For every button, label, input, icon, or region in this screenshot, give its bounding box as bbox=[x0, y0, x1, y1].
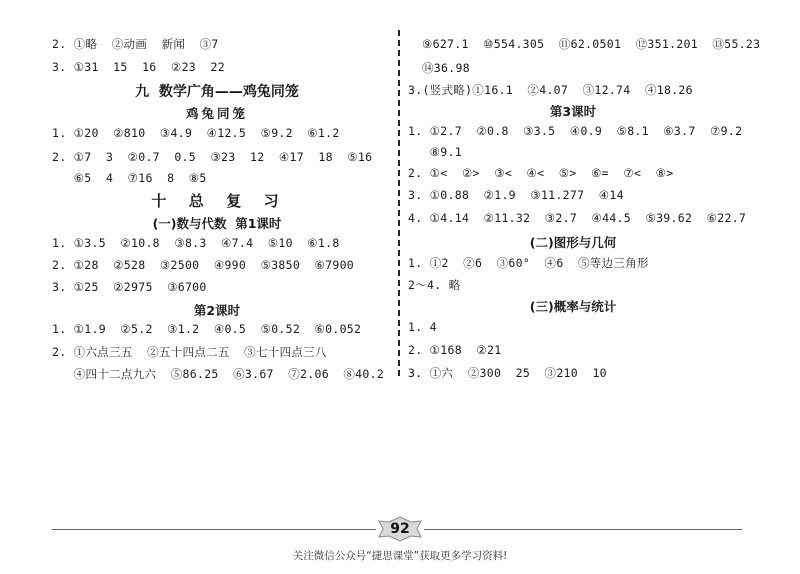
answer-line: 2. ①六点三五 ②五十四点二五 ③七十四点三八 bbox=[52, 345, 327, 359]
answer-line: ⑭36.98 bbox=[422, 61, 470, 75]
answer-line: 4. ①4.14 ②11.32 ③2.7 ④44.5 ⑤39.62 ⑥22.7 bbox=[408, 211, 747, 225]
answer-line: ④四十二点九六 ⑤86.25 ⑥3.67 ⑦2.06 ⑧40.2 bbox=[52, 367, 385, 381]
section-heading: (一)数与代数 第1课时 bbox=[152, 216, 282, 231]
footer-note: 关注微信公众号“捷思课堂”获取更多学习资料! bbox=[292, 550, 508, 562]
answer-line: 1. 4 bbox=[408, 320, 437, 334]
answer-line: 2. ①168 ②21 bbox=[408, 343, 502, 357]
answer-line: 3. ①0.88 ②1.9 ③11.277 ④14 bbox=[408, 188, 624, 202]
answer-line: 2. ①7 3 ②0.7 0.5 ③23 12 ④17 18 ⑤16 bbox=[52, 150, 373, 164]
answer-line: 3. ①25 ②2975 ③6700 bbox=[52, 280, 207, 294]
section-heading: 第3课时 bbox=[549, 104, 597, 119]
answer-line: 1. ①2 ②6 ③60° ④6 ⑤等边三角形 bbox=[408, 256, 649, 270]
answer-line: 2～4. 略 bbox=[408, 278, 461, 292]
answer-line: 2. ①略 ②动画 新闻 ③7 bbox=[52, 37, 219, 51]
answer-line: 3.(竖式略)①16.1 ②4.07 ③12.74 ④18.26 bbox=[408, 83, 693, 97]
section-heading: 第2课时 bbox=[193, 303, 241, 318]
page-number: 92 bbox=[390, 521, 410, 537]
answer-line: 1. ①2.7 ②0.8 ③3.5 ④0.9 ⑤8.1 ⑥3.7 ⑦9.2 bbox=[408, 124, 743, 138]
section-heading: 鸡兔同笼 bbox=[185, 106, 248, 121]
answer-line: 3. ①31 15 16 ②23 22 bbox=[52, 60, 225, 74]
footer-rule bbox=[424, 529, 742, 530]
answer-line: 1. ①20 ②810 ③4.9 ④12.5 ⑤9.2 ⑥1.2 bbox=[52, 126, 340, 140]
section-heading: (二)图形与几何 bbox=[529, 235, 617, 250]
unit-heading: 十 总 复 习 bbox=[151, 192, 283, 210]
unit-heading: 九 数学广角——鸡兔同笼 bbox=[135, 84, 299, 100]
page-number-badge bbox=[377, 516, 423, 542]
answer-line: ⑨627.1 ⑩554.305 ⑪62.0501 ⑫351.201 ⑬55.23 bbox=[422, 37, 761, 51]
footer-rule bbox=[52, 529, 376, 530]
answer-line: 3. ①六 ②300 25 ③210 10 bbox=[408, 366, 607, 380]
column-divider bbox=[398, 30, 400, 376]
answer-line: 2. ①< ②> ③< ④< ⑤> ⑥= ⑦< ⑧> bbox=[408, 166, 674, 180]
section-heading: (三)概率与统计 bbox=[529, 299, 617, 314]
answer-line: 1. ①3.5 ②10.8 ③8.3 ④7.4 ⑤10 ⑥1.8 bbox=[52, 236, 340, 250]
answer-line: ⑧9.1 bbox=[408, 145, 462, 159]
answer-line: ⑥5 4 ⑦16 8 ⑧5 bbox=[52, 171, 207, 185]
answer-line: 1. ①1.9 ②5.2 ③1.2 ④0.5 ⑤0.52 ⑥0.052 bbox=[52, 322, 362, 336]
answer-line: 2. ①28 ②528 ③2500 ④990 ⑤3850 ⑥7900 bbox=[52, 258, 355, 272]
